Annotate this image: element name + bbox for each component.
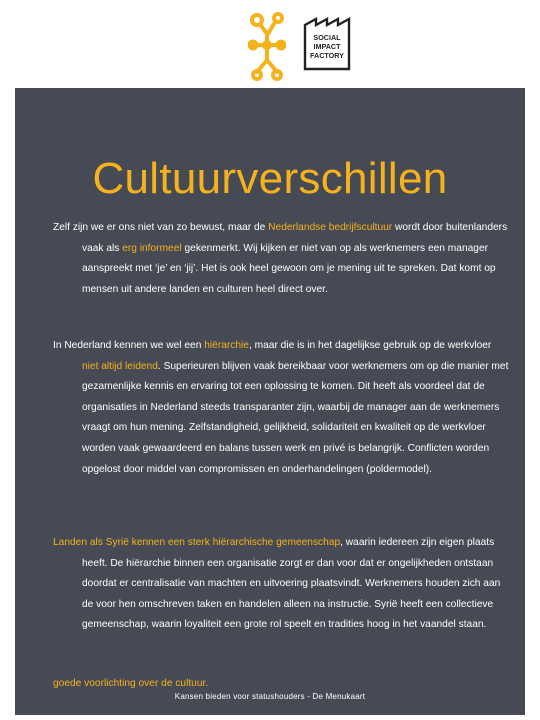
logo-line-2: IMPACT [313, 42, 341, 51]
logo-header [0, 0, 540, 88]
p2-text-3: . Superieuren blijven vaak bereikbaar voor werknemers om op die manier met gezamenlijke kennis en ervaring tot een oplossing te komen. Dit heeft als voordeel dat de organisaties in Nederland steeds transparanter zijn, waarbij de manager aan de werknemers vraagt om hun mening. Zelfstandigheid, gelijkheid, solidariteit en kwaliteit op de werkvloer worden vaak gewaardeerd en balans tussen werk en privé is belangrijk. Conflicten worden opgelost door middel van compromissen en onderhandelingen (poldermodel). [82, 360, 509, 475]
paragraph-syrie [53, 533, 509, 636]
p4-text-1: goede voorlichting over de cultuur. [53, 678, 209, 689]
p2-text-2: , maar die is in het dagelijkse gebruik op de werkvloer [248, 340, 492, 351]
social-impact-factory-logo [303, 17, 351, 71]
content-panel [15, 88, 525, 720]
paragraph-bedrijfscultuur [53, 218, 509, 300]
p2-highlight-2: niet altijd leidend [82, 360, 158, 372]
logo-line-3: FACTORY [310, 51, 344, 60]
p3-text-1: , waarin iedereen zijn eigen plaats heeft. De hiërarchie binnen een organisatie zorgt er dan voor dat er ongelijkheden ontstaan doordat er centralisatie van machten en uitvoering plaatsvindt. Werknemers houden zich aan de voor hen omschreven taken en handelen alleen na instructie. Syrië heeft een collectieve gemeenschap, waarin loyaliteit een grote rol speelt en tradities hoog in het vaandel staan. [82, 537, 501, 631]
footer-text: Kansen bieden voor statushouders - De Menukaart [174, 692, 366, 701]
factory-logo-icon [303, 17, 351, 71]
p2-highlight-1: hiërarchie [204, 340, 249, 351]
logo-line-1: SOCIAL [313, 33, 341, 42]
ornament-logo-icon [248, 12, 286, 82]
bottom-margin [0, 715, 540, 720]
p2-text-1: In Nederland kennen we wel een [53, 340, 205, 351]
p1-text-1: Zelf zijn we er ons niet van zo bewust, maar de [53, 222, 269, 233]
p1-text-2: wordt door buitenlanders vaak als [82, 222, 508, 254]
page-title: Cultuurverschillen [92, 154, 448, 203]
p1-highlight-2: erg informeel [122, 242, 182, 254]
p1-text-3: gekenmerkt. Wij kijken er niet van op als werknemers een manager aanspreekt met ‘je’ en ‘jij’. Het is ook heel gewoon om je mening uit te spreken. Dat komt op mensen uit andere landen en culturen heel direct over. [82, 242, 496, 295]
p1-highlight-1: Nederlandse bedrijfscultuur [268, 222, 393, 233]
paragraph-hierarchie [53, 336, 509, 480]
p3-highlight-1: Landen als Syrië kennen een sterk hiërarchische gemeenschap [53, 537, 341, 548]
